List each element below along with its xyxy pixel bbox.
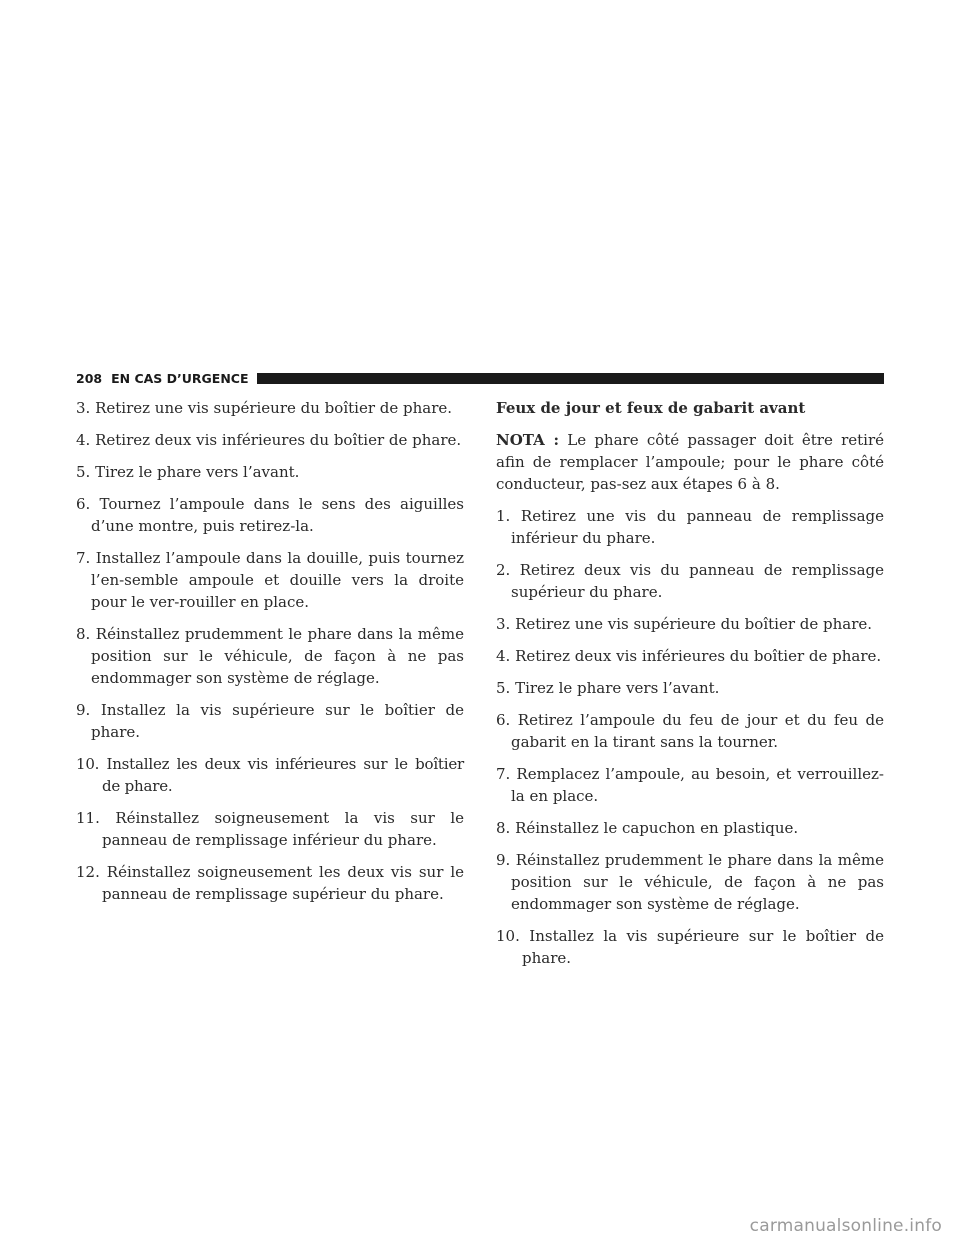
list-item: 7. Remplacez l’ampoule, au besoin, et verrouillez-la en place. — [496, 765, 884, 805]
left-column — [76, 397, 464, 915]
list-item: 2. Retirez deux vis du panneau de remplissage supérieur du phare. — [496, 561, 884, 601]
list-item: 12. Réinstallez soigneusement les deux vis sur le panneau de remplissage supérieur du phare. — [76, 863, 464, 903]
list-item: 3. Retirez une vis supérieure du boîtier de phare. — [76, 399, 453, 417]
page-number: 208 — [76, 370, 103, 386]
list-item: 1. Retirez une vis du panneau de remplissage inférieur du phare. — [496, 507, 884, 547]
list-item: 8. Réinstallez le capuchon en plastique. — [496, 819, 799, 837]
note-label: NOTA : — [496, 431, 559, 449]
list-item: 4. Retirez deux vis inférieures du boîtier de phare. — [496, 647, 882, 665]
section-title: EN CAS D’URGENCE — [111, 370, 249, 386]
list-item: 7. Installez l’ampoule dans la douille, puis tournez l’en-semble ampoule et douille vers la droite pour le ver-rouiller en place. — [76, 549, 464, 611]
page-header — [76, 369, 884, 387]
watermark: carmanualsonline.info — [749, 1216, 942, 1236]
right-column — [496, 397, 884, 979]
list-item: 5. Tirez le phare vers l’avant. — [76, 463, 300, 481]
list-item: 3. Retirez une vis supérieure du boîtier de phare. — [496, 615, 873, 633]
list-item: 11. Réinstallez soigneusement la vis sur le panneau de remplissage inférieur du phare. — [76, 809, 464, 849]
list-item: 5. Tirez le phare vers l’avant. — [496, 679, 720, 697]
note-paragraph — [496, 429, 884, 495]
list-item: 6. Tournez l’ampoule dans le sens des aiguilles d’une montre, puis retirez-la. — [76, 495, 464, 535]
note-text: Le phare côté passager doit être retiré afin de remplacer l’ampoule; pour le phare côté conducteur, pas-sez aux étapes 6 à 8. — [496, 431, 884, 493]
list-item: 10. Installez la vis supérieure sur le boîtier de phare. — [496, 927, 884, 967]
header-rule — [257, 373, 884, 384]
list-item: 4. Retirez deux vis inférieures du boîtier de phare. — [76, 431, 462, 449]
list-item: 10. Installez les deux vis inférieures sur le boîtier de phare. — [76, 755, 464, 795]
list-item: 9. Réinstallez prudemment le phare dans la même position sur le véhicule, de façon à ne pas endommager son système de réglage. — [496, 851, 884, 913]
list-item: 6. Retirez l’ampoule du feu de jour et du feu de gabarit en la tirant sans la tourner. — [496, 711, 884, 751]
list-item: 8. Réinstallez prudemment le phare dans la même position sur le véhicule, de façon à ne pas endommager son système de réglage. — [76, 625, 464, 687]
list-item: 9. Installez la vis supérieure sur le boîtier de phare. — [76, 701, 464, 741]
section-heading: Feux de jour et feux de gabarit avant — [496, 399, 806, 417]
